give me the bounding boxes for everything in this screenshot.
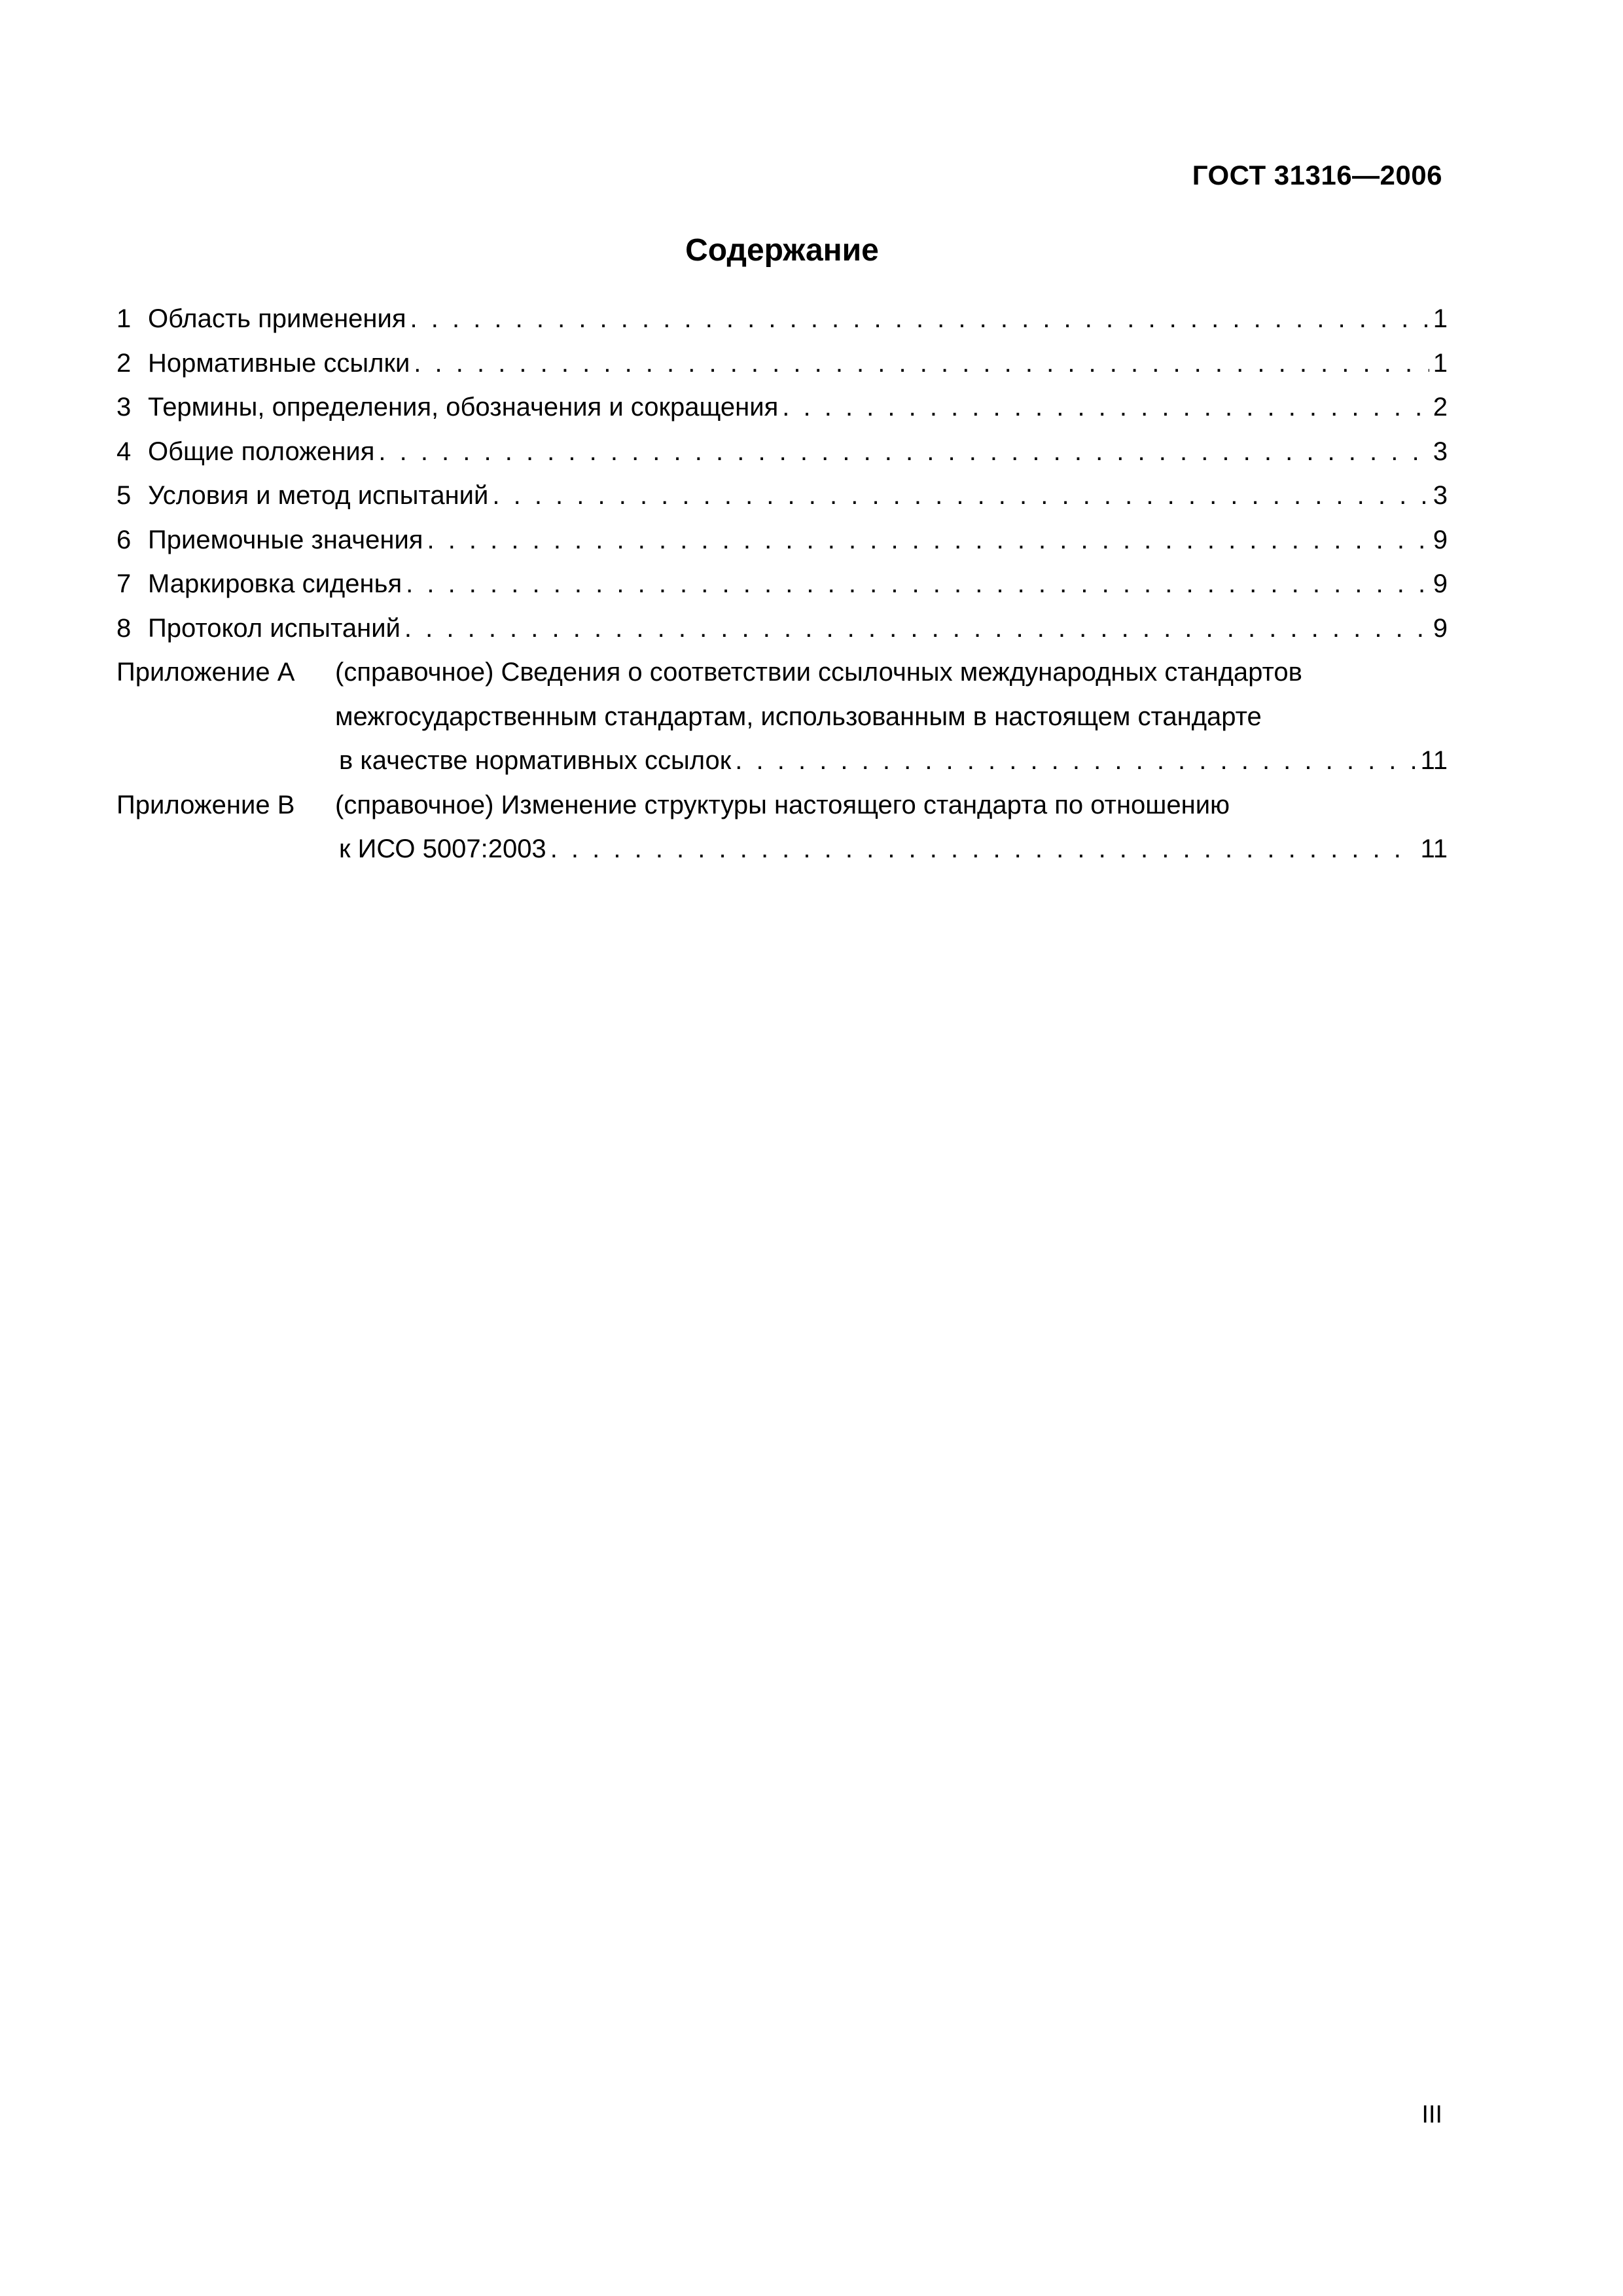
dot-leader: [378, 430, 1429, 475]
dot-leader: [492, 474, 1429, 518]
toc-entry-title: Область применения: [148, 304, 406, 333]
dot-leader: [404, 607, 1429, 651]
appendix-title-line: (справочное) Изменение структуры настоящего стандарта по отношению: [335, 790, 1230, 819]
toc-entry-number: 1: [116, 304, 132, 333]
dot-leader: [782, 386, 1429, 430]
appendix-label: Приложение A: [116, 658, 295, 687]
toc-entry[interactable]: [116, 386, 1448, 430]
toc-appendix-a[interactable]: [116, 651, 1448, 783]
toc-entry[interactable]: [116, 607, 1448, 651]
toc-entry-page: 9: [1433, 525, 1448, 554]
table-of-contents: [116, 297, 1448, 872]
toc-entry[interactable]: [116, 562, 1448, 607]
toc-entry-title: Нормативные ссылки: [148, 348, 410, 378]
toc-entry-page: 1: [1433, 348, 1448, 378]
dot-leader: [410, 297, 1429, 342]
dot-leader: [406, 562, 1429, 607]
dot-leader: [550, 827, 1417, 872]
appendix-label: Приложение B: [116, 790, 295, 819]
toc-entry-page: 9: [1433, 569, 1448, 598]
dot-leader: [414, 342, 1429, 386]
document-code: ГОСТ 31316—2006: [1192, 160, 1442, 190]
toc-entry-page: 9: [1433, 613, 1448, 643]
toc-entry-page: 11: [1420, 834, 1448, 863]
toc-entry[interactable]: [116, 518, 1448, 563]
toc-entry-page: 11: [1420, 746, 1448, 775]
toc-appendix-b[interactable]: [116, 783, 1448, 872]
appendix-title-line: межгосударственным стандартам, использованным в настоящем стандарте: [335, 702, 1262, 731]
toc-entry-number: 8: [116, 613, 132, 643]
toc-entry-title: Маркировка сиденья: [148, 569, 402, 598]
toc-entry-number: 5: [116, 481, 132, 510]
toc-entry[interactable]: [116, 430, 1448, 475]
toc-title: Содержание: [685, 233, 879, 268]
toc-entry-number: 7: [116, 569, 132, 598]
appendix-title-line: в качестве нормативных ссылок: [339, 746, 732, 775]
toc-entry-page: 3: [1433, 481, 1448, 510]
toc-entry-page: 3: [1433, 437, 1448, 466]
toc-entry-title: Общие положения: [148, 437, 375, 466]
toc-entry-number: 6: [116, 525, 132, 554]
toc-entry-page: 1: [1433, 304, 1448, 333]
toc-entry-title: Термины, определения, обозначения и сокращения: [148, 393, 779, 422]
toc-entry[interactable]: [116, 297, 1448, 342]
dot-leader: [427, 518, 1429, 563]
toc-entry[interactable]: [116, 474, 1448, 518]
appendix-title-line: (справочное) Сведения о соответствии ссылочных международных стандартов: [335, 658, 1302, 687]
dot-leader: [735, 739, 1416, 783]
toc-entry-number: 4: [116, 437, 132, 466]
toc-entry-title: Условия и метод испытаний: [148, 481, 489, 510]
toc-entry-number: 2: [116, 348, 132, 378]
toc-entry-page: 2: [1433, 393, 1448, 422]
page-number: III: [1421, 2101, 1442, 2128]
toc-entry-title: Приемочные значения: [148, 525, 423, 554]
appendix-title-line: к ИСО 5007:2003: [339, 834, 546, 863]
toc-entry-title: Протокол испытаний: [148, 613, 401, 643]
toc-entry[interactable]: [116, 342, 1448, 386]
toc-entry-number: 3: [116, 393, 132, 422]
